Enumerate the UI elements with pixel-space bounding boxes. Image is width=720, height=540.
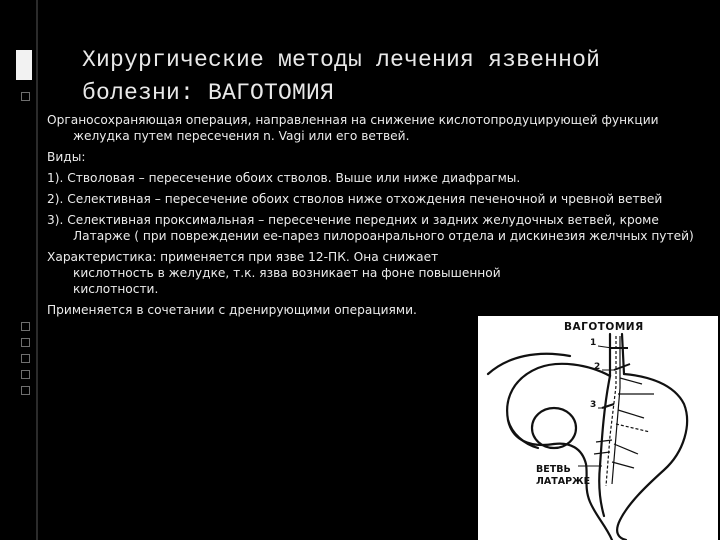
paragraph-usage: Применяется в сочетании с дренирующими операциями. xyxy=(47,303,417,317)
decorative-square xyxy=(21,386,30,395)
figure-number-2: 2 xyxy=(594,362,601,372)
decorative-bar xyxy=(16,50,32,80)
paragraph-type-1: 1). Стволовая – пересечение обоих стволов. Выше или ниже диафрагмы. xyxy=(47,171,521,185)
branch-label-line-1: ВЕТВЬ xyxy=(536,464,571,475)
title-line-2: болезни: ВАГОТОМИЯ xyxy=(82,80,335,106)
paragraph-types-heading: Виды: xyxy=(47,150,86,164)
paragraph-type-2: 2). Селективная – пересечение обоих стволов ниже отхождения печеночной и чревной ветвей xyxy=(47,192,663,206)
figure-branch-label xyxy=(536,464,596,488)
figure-number-3: 3 xyxy=(590,400,597,410)
decorative-square xyxy=(21,322,30,331)
figure-title: ВАГОТОМИЯ xyxy=(564,321,644,333)
decorative-rail xyxy=(36,0,38,540)
paragraph-definition: Органосохраняющая операция, направленная на снижение кислотопродуцирующей функции желудка путем пересечения n. Vagi или его ветвей. xyxy=(47,113,659,143)
vagotomy-diagram xyxy=(478,316,718,540)
decorative-square xyxy=(21,354,30,363)
paragraph-type-3: 3). Селективная проксимальная – пересечение передних и задних желудочных ветвей, кроме Латарже ( при повреждении ее-парез пилороанрального отдела и дискинезия желчных путей) xyxy=(47,213,694,243)
decorative-square xyxy=(21,370,30,379)
decorative-square xyxy=(21,92,30,101)
branch-label-line-2: ЛАТАРЖЕ xyxy=(536,476,591,487)
paragraph-characteristic: Характеристика: применяется при язве 12-ПК. Она снижает кислотность в желудке, т.к. язва возникает на фоне повышенной кислотности. xyxy=(47,250,501,296)
figure-number-1: 1 xyxy=(590,338,597,348)
slide-title xyxy=(82,44,682,110)
title-line-1: Хирургические методы лечения язвенной xyxy=(82,47,601,73)
stomach-drawing xyxy=(478,316,718,540)
decorative-square xyxy=(21,338,30,347)
slide-body xyxy=(47,112,699,323)
